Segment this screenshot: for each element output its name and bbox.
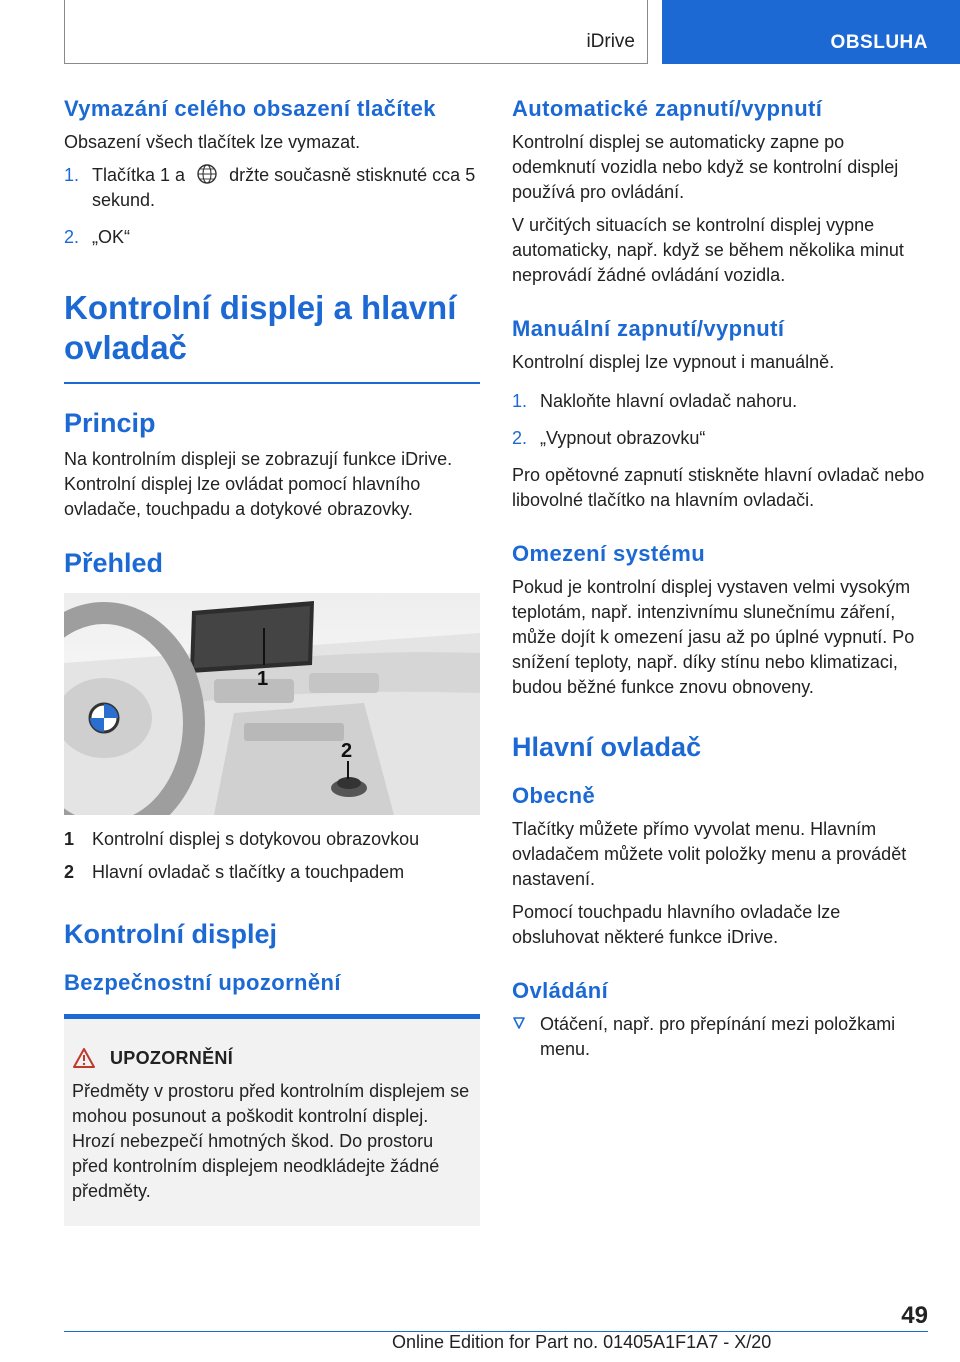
limit-text: Pokud je kontrolní displej vystaven velmi vysokým teplotám, např. intenzivnímu slunečnímu záření, může dojít k omezení jasu až po úplné vypnutí. Po snížení teploty, např. díky stínu nebo klimatizaci, budou běžné funkce znovu obnoveny. <box>512 577 915 697</box>
operation-bullet <box>512 1012 928 1062</box>
erase-text: Obsazení všech tlačítek lze vymazat. <box>64 132 361 152</box>
auto-heading: Automatické zapnutí/vypnutí <box>512 96 823 121</box>
cockpit-photo <box>64 593 480 815</box>
display-heading: Kontrolní displej <box>64 919 277 949</box>
header-section-box <box>64 0 648 64</box>
photo-callout-2: 2 <box>341 740 353 762</box>
manual-step-2 <box>512 426 928 451</box>
legend-text: Kontrolní displej s dotykovou obrazovkou <box>92 829 420 849</box>
step-number: 1. <box>512 391 528 411</box>
legend-item-2 <box>64 860 480 885</box>
erase-step-2 <box>64 225 480 250</box>
main-heading-line1: Kontrolní displej a hlavní <box>64 289 457 326</box>
legend-number: 2 <box>64 862 75 882</box>
principle-text: Na kontrolním displeji se zobrazují funkce iDrive. Kontrolní displej lze ovládat pomocí hlavního ovladače, touchpadu a dotykové obrazovky. <box>64 449 453 519</box>
step-number: 2. <box>512 428 528 448</box>
warning-label: UPOZORNĚNÍ <box>110 1047 234 1068</box>
limit-heading: Omezení systému <box>512 541 706 566</box>
safety-heading: Bezpečnostní upozornění <box>64 970 341 995</box>
warning-triangle-icon <box>72 1047 96 1069</box>
footer-edition: Online Edition for Part no. 01405A1F1A7 - X/20 <box>392 1332 772 1352</box>
legend-number: 1 <box>64 829 75 849</box>
manual-step-1 <box>512 389 928 414</box>
auto-text-1: Kontrolní displej se automaticky zapne po odemknutí vozidla nebo když se kontrolní displej používá pro ovládání. <box>512 132 899 202</box>
operation-heading: Ovládání <box>512 978 609 1003</box>
manual-text-2: Pro opětovné zapnutí stiskněte hlavní ovladač nebo libovolné tlačítko na hlavním ovladači. <box>512 465 925 510</box>
photo-callout-1: 1 <box>257 668 269 690</box>
manual-text: Kontrolní displej lze vypnout i manuálně. <box>512 352 835 372</box>
bullet-triangle-icon <box>512 1012 540 1062</box>
left-column <box>64 96 480 1226</box>
main-heading-line2: ovladač <box>64 329 187 366</box>
erase-heading: Vymazání celého obsazení tlačítek <box>64 96 436 121</box>
step-text-a: Tlačítka 1 a <box>92 165 186 185</box>
header-section-title: iDrive <box>586 31 635 52</box>
overview-heading: Přehled <box>64 548 164 578</box>
right-column <box>512 96 928 1062</box>
controller-heading: Hlavní ovladač <box>512 732 702 762</box>
warning-header <box>72 1047 472 1069</box>
step-number: 1. <box>64 165 80 185</box>
step-text: „OK“ <box>92 227 130 247</box>
legend-item-1 <box>64 827 480 852</box>
bullet-text: Otáčení, např. pro přepínání mezi položkami menu. <box>540 1014 896 1059</box>
header-chapter-title: OBSLUHA <box>830 32 928 53</box>
page-number: 49 <box>901 1302 928 1329</box>
step-text-b: držte současně stisknuté cca 5 sekund. <box>92 165 476 210</box>
legend-text: Hlavní ovladač s tlačítky a touchpadem <box>92 862 405 882</box>
principle-heading: Princip <box>64 408 156 438</box>
globe-button-icon <box>196 163 218 185</box>
step-text: Nakloňte hlavní ovladač nahoru. <box>540 391 798 411</box>
general-text-1: Tlačítky můžete přímo vyvolat menu. Hlavním ovladačem můžete volit položky menu a provádět nastavení. <box>512 819 907 889</box>
header-chapter-tab <box>662 0 960 64</box>
step-text <box>92 163 480 213</box>
erase-step-1 <box>64 163 480 213</box>
warning-box <box>64 1014 480 1226</box>
manual-heading: Manuální zapnutí/vypnutí <box>512 316 785 341</box>
step-text: „Vypnout obrazovku“ <box>540 428 706 448</box>
general-text-2: Pomocí touchpadu hlavního ovladače lze obsluhovat některé funkce iDrive. <box>512 902 841 947</box>
auto-text-2: V určitých situacích se kontrolní displej vypne automaticky, např. když se během několika minut neprovádí žádné ovládání vozidla. <box>512 215 904 285</box>
general-heading: Obecně <box>512 783 596 808</box>
step-number: 2. <box>64 227 80 247</box>
warning-text: Předměty v prostoru před kontrolním displejem se mohou posunout a poškodit kontrolní displej. Hrozí nebezpečí hmotných škod. Do prostoru před kontrolním displejem neodkládejte žádné předměty. <box>72 1081 470 1201</box>
cockpit-illustration <box>64 593 480 815</box>
heading-rule <box>64 382 480 384</box>
